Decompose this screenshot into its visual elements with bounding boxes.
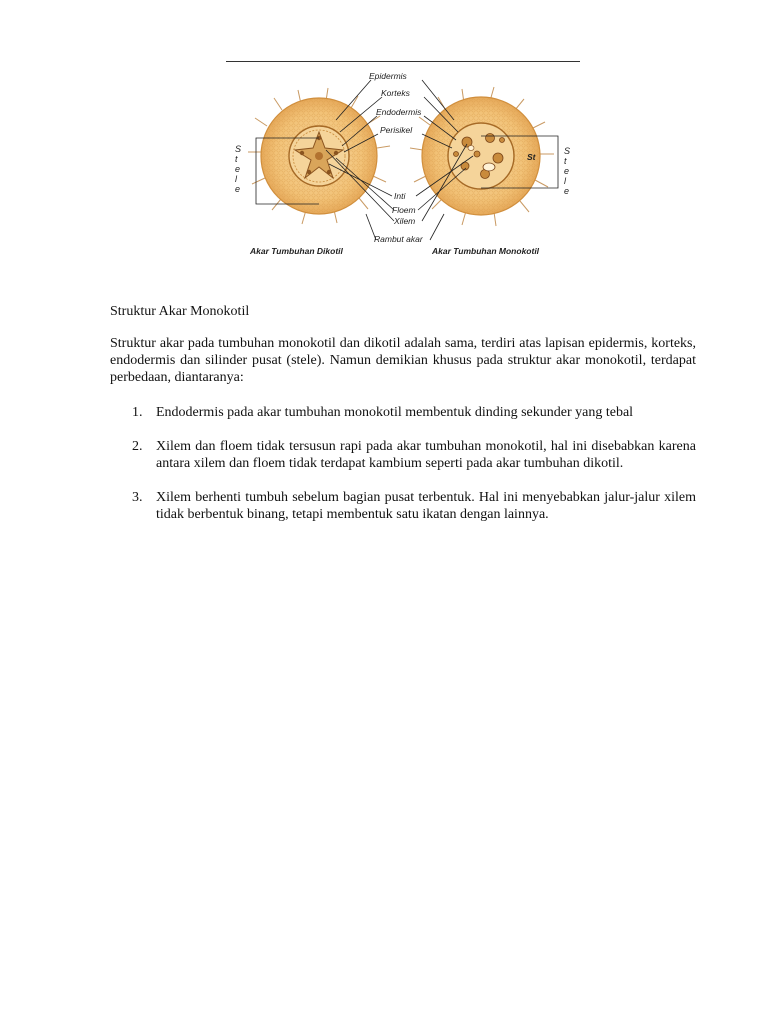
list-number: 2.	[132, 439, 143, 454]
label-korteks: Korteks	[381, 88, 410, 98]
label-floem: Floem	[392, 205, 416, 215]
intro-paragraph: Struktur akar pada tumbuhan monokotil dan dikotil adalah sama, terdiri atas lapisan epidermis, korteks, endodermis dan silinder pusat (stele). Namun demikian khusus pada struktur akar monokotil, terdapat perbedaan, diantaranya:	[110, 336, 696, 385]
label-xilem: Xilem	[394, 216, 416, 226]
list-text: Endodermis pada akar tumbuhan monokotil membentuk dinding sekunder yang tebal	[156, 405, 634, 420]
list-text: Xilem dan floem tidak tersusun rapi pada akar tumbuhan monokotil, hal ini disebabkan karena antara xilem dan floem tidak terdapat kambium seperti pada akar tumbuhan dikotil.	[156, 439, 696, 471]
list-item	[110, 438, 696, 472]
list-number: 1.	[132, 405, 143, 420]
root-diagram	[226, 68, 580, 264]
st-marker: St	[527, 152, 536, 162]
list-number: 3.	[132, 490, 143, 505]
label-endodermis: Endodermis	[376, 107, 422, 117]
caption-monokotil: Akar Tumbuhan Monokotil	[432, 246, 540, 256]
stele-label-right: S t e l e	[564, 146, 571, 196]
label-rambut-akar: Rambut akar	[374, 234, 423, 244]
section-heading: Struktur Akar Monokotil	[110, 304, 250, 319]
root-cross-section-figure	[226, 68, 580, 264]
label-inti: Inti	[394, 191, 406, 201]
list-text: Xilem berhenti tumbuh sebelum bagian pusat terbentuk. Hal ini menyebabkan jalur-jalur xilem tidak berbentuk binang, tetapi membentuk satu ikatan dengan lainnya.	[156, 490, 696, 522]
differences-list	[110, 404, 696, 540]
caption-dikotil: Akar Tumbuhan Dikotil	[250, 246, 343, 256]
stele-label-left: S t e l e	[235, 144, 242, 194]
top-divider	[226, 61, 580, 62]
label-perisikel: Perisikel	[380, 125, 413, 135]
list-item	[110, 489, 696, 523]
list-item	[110, 404, 696, 421]
label-epidermis: Epidermis	[369, 71, 407, 81]
